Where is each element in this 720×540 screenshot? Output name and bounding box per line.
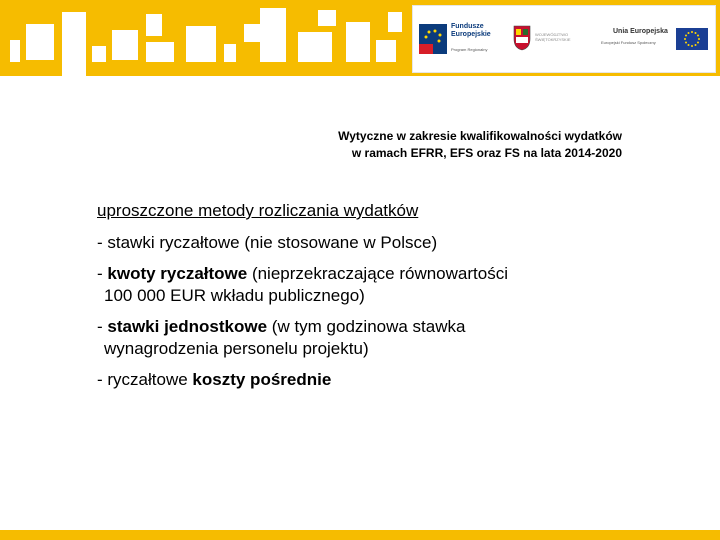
decorative-block (260, 8, 286, 62)
decorative-block (146, 42, 174, 62)
decorative-block (26, 24, 54, 60)
logo-panel (412, 5, 716, 73)
voivodeship-crest-icon (513, 25, 531, 51)
list-item-text: (nieprzekraczające równowartości (247, 264, 508, 283)
fe-logo-line1: Fundusze (451, 23, 484, 30)
list-item-continuation: wynagrodzenia personelu projektu) (104, 339, 369, 358)
fe-logo-text (451, 23, 513, 39)
list-item-prefix: - (97, 264, 108, 283)
header-band (0, 0, 720, 76)
content-body (97, 200, 637, 400)
decorative-block (62, 12, 86, 76)
list-item (97, 369, 637, 391)
decorative-block (112, 30, 138, 60)
list-item-bold: kwoty ryczałtowe (107, 264, 248, 283)
list-item-bold: stawki jednostkowe (107, 317, 268, 336)
list-item-prefix: - (97, 317, 108, 336)
list-item-continuation: 100 000 EUR wkładu publicznego) (104, 286, 365, 305)
list-item-bold: koszty pośrednie (192, 370, 332, 389)
list-item-prefix: - ryczałtowe (97, 370, 193, 389)
decorative-block (388, 12, 402, 32)
decorative-block (186, 26, 216, 62)
decorative-block (346, 22, 370, 62)
eu-logo-title: Unia Europejska (613, 28, 668, 35)
decorative-block (376, 40, 396, 62)
list-item-text: - stawki ryczałtowe (nie stosowane w Polsce) (97, 233, 438, 252)
decorative-block (318, 10, 336, 26)
list-item (97, 316, 637, 360)
footer-band (0, 530, 720, 540)
decorative-block (146, 14, 162, 36)
fe-logo-subtitle: Program Regionalny (451, 47, 488, 52)
fundusze-europejskie-logo-icon (419, 24, 447, 54)
eu-logo-subtitle: Europejski Fundusz Społeczny (601, 40, 656, 45)
list-item-text: (w tym godzinowa stawka (267, 317, 466, 336)
decorative-block (92, 46, 106, 62)
document-title-line1: Wytyczne w zakresie kwalifikowalności wydatków (338, 129, 622, 143)
section-heading: uproszczone metody rozliczania wydatków (97, 201, 419, 220)
list-item (97, 263, 637, 307)
fe-logo-line2: Europejskie (451, 31, 491, 38)
voivodeship-line1: WOJEWÓDZTWO (535, 32, 569, 37)
voivodeship-text (535, 32, 581, 42)
list-item (97, 232, 637, 254)
document-title (338, 128, 622, 162)
voivodeship-line2: ŚWIĘTOKRZYSKIE (535, 37, 571, 42)
decorative-block (10, 40, 20, 62)
document-title-line2: w ramach EFRR, EFS oraz FS na lata 2014-2020 (351, 146, 622, 160)
decorative-block (224, 44, 236, 62)
eu-flag-icon (676, 28, 708, 50)
decorative-block (298, 32, 332, 62)
